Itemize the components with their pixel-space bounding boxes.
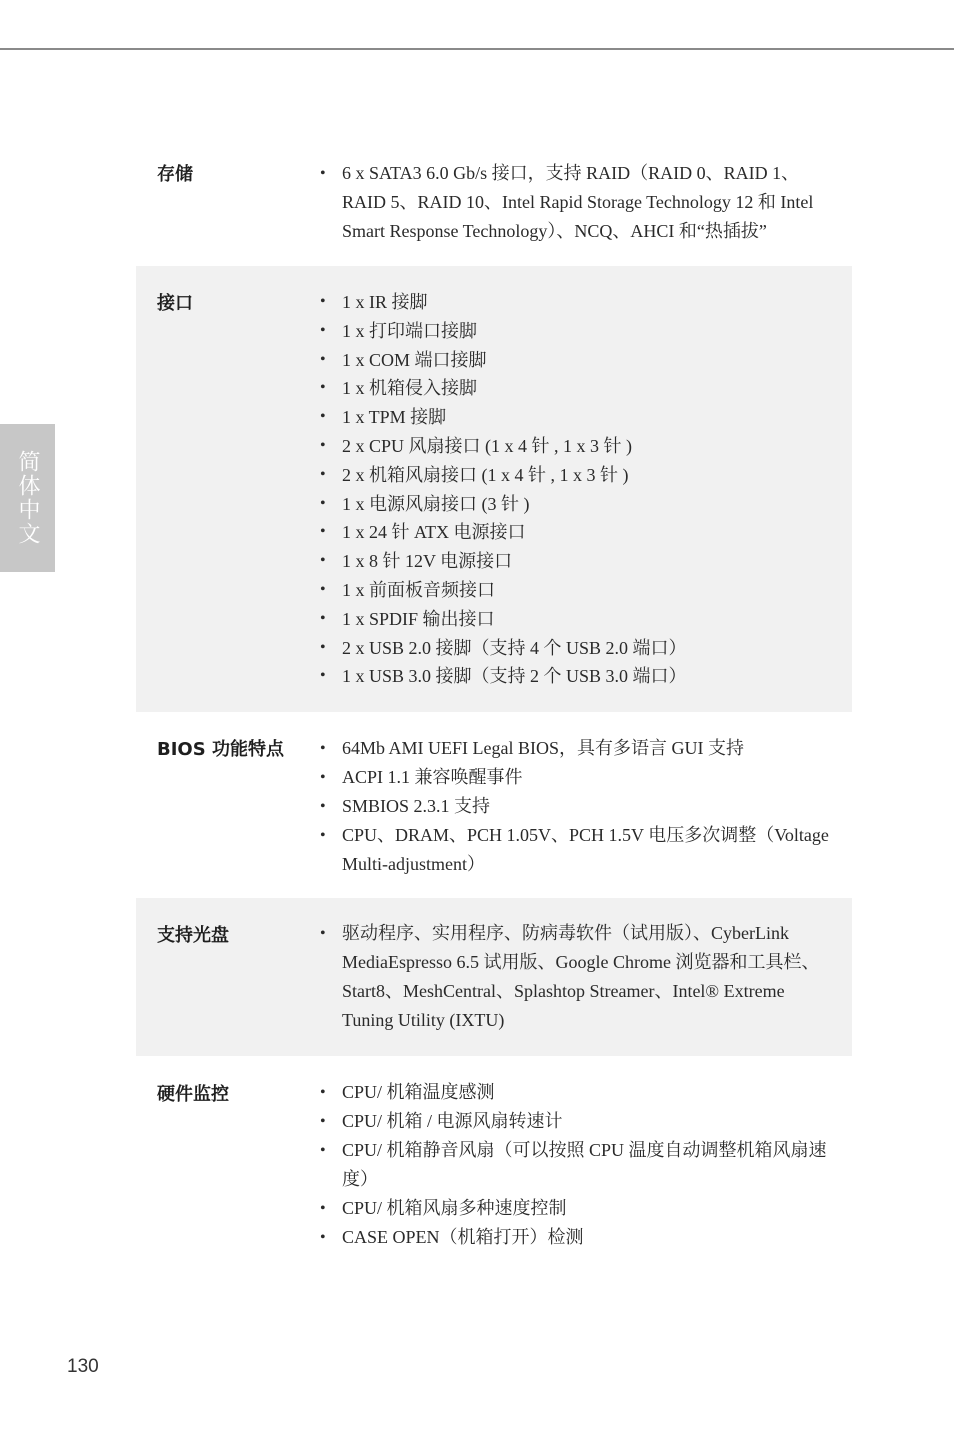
spec-section-bios (136, 712, 852, 898)
spec-list (320, 159, 830, 246)
list-item: • 1 x 前面板音频接口 (320, 576, 830, 605)
list-item: • CPU、DRAM、PCH 1.05V、PCH 1.5V 电压多次调整（Voltage Multi-adjustment） (320, 821, 830, 879)
spec-list (320, 734, 830, 879)
list-item: • 6 x SATA3 6.0 Gb/s 接口，支持 RAID（RAID 0、RAID 1、RAID 5、RAID 10、Intel Rapid Storage Technology 12 和 Intel Smart Response Technology）、NCQ、AHCI 和“热插拔” (320, 159, 830, 246)
section-label: 硬件监控 (157, 1084, 229, 1105)
list-item: • 驱动程序、实用程序、防病毒软件（试用版）、CyberLink MediaEspresso 6.5 试用版、Google Chrome 浏览器和工具栏、Start8、MeshCentral、Splashtop Streamer、Intel® Extreme Tuning Utility (IXTU) (320, 919, 830, 1035)
list-item: • 2 x CPU 风扇接口 (1 x 4 针 , 1 x 3 针 ) (320, 432, 830, 461)
list-item: • CASE OPEN（机箱打开）检测 (320, 1223, 830, 1252)
list-item: • 1 x TPM 接脚 (320, 403, 830, 432)
list-item: • CPU/ 机箱静音风扇（可以按照 CPU 温度自动调整机箱风扇速度） (320, 1136, 830, 1194)
list-item: • 1 x COM 端口接脚 (320, 346, 830, 375)
list-item: • 1 x 打印端口接脚 (320, 317, 830, 346)
list-item: • ACPI 1.1 兼容唤醒事件 (320, 763, 830, 792)
section-label: 存储 (157, 164, 193, 185)
section-label: 支持光盘 (157, 925, 229, 946)
spec-section-connectors (136, 266, 852, 712)
list-item: • 1 x SPDIF 输出接口 (320, 605, 830, 634)
list-item: • CPU/ 机箱风扇多种速度控制 (320, 1194, 830, 1223)
list-item: • 2 x 机箱风扇接口 (1 x 4 针 , 1 x 3 针 ) (320, 461, 830, 490)
language-tab-label: 简体中文 (15, 450, 40, 546)
list-item: • 1 x 8 针 12V 电源接口 (320, 547, 830, 576)
spec-section-support-cd (136, 898, 852, 1056)
section-label: 接口 (157, 293, 193, 314)
list-item: • 1 x 电源风扇接口 (3 针 ) (320, 490, 830, 519)
list-item: • CPU/ 机箱温度感测 (320, 1078, 830, 1107)
spec-section-storage (136, 140, 852, 266)
list-item: • 1 x 机箱侵入接脚 (320, 374, 830, 403)
list-item: • 1 x 24 针 ATX 电源接口 (320, 518, 830, 547)
spec-list (320, 1078, 830, 1252)
list-item: • 2 x USB 2.0 接脚（支持 4 个 USB 2.0 端口） (320, 634, 830, 663)
list-item: • 64Mb AMI UEFI Legal BIOS，具有多语言 GUI 支持 (320, 734, 830, 763)
list-item: • 1 x IR 接脚 (320, 288, 830, 317)
spec-list (320, 288, 830, 691)
spec-list (320, 919, 830, 1035)
section-label: BIOS 功能特点 (157, 739, 284, 760)
list-item: • CPU/ 机箱 / 电源风扇转速计 (320, 1107, 830, 1136)
language-side-tab (0, 424, 55, 572)
page-number: 130 (67, 1356, 99, 1377)
spec-section-hardware-monitor (136, 1056, 852, 1266)
list-item: • SMBIOS 2.3.1 支持 (320, 792, 830, 821)
header-rule (0, 48, 954, 50)
list-item: • 1 x USB 3.0 接脚（支持 2 个 USB 3.0 端口） (320, 662, 830, 691)
